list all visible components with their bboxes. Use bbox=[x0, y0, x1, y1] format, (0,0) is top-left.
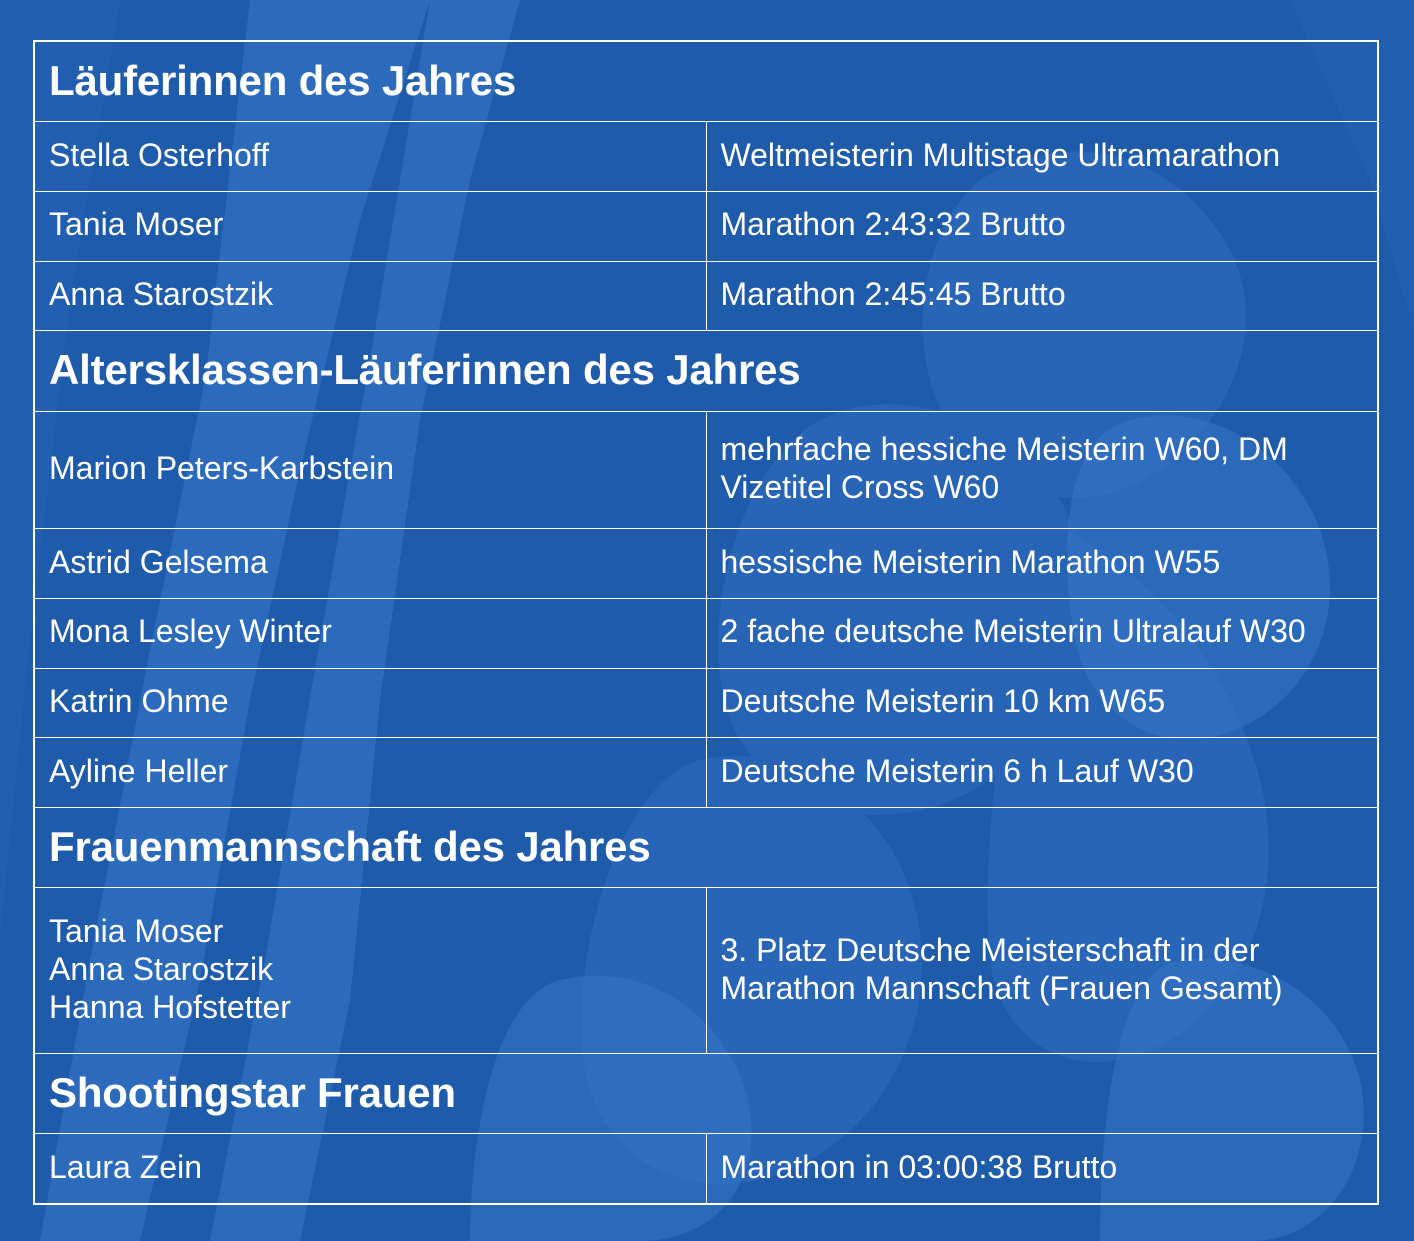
section-title: Läuferinnen des Jahres bbox=[49, 56, 517, 104]
award-name: Tania Moser bbox=[49, 206, 224, 243]
table-row bbox=[35, 738, 1377, 808]
award-name: Ayline Heller bbox=[49, 752, 229, 789]
table-row bbox=[35, 191, 1377, 261]
award-description: hessische Meisterin Marathon W55 bbox=[720, 543, 1221, 580]
table-row bbox=[35, 1134, 1377, 1203]
section-header-row bbox=[35, 331, 1377, 411]
award-description: Marathon 2:43:32 Brutto bbox=[720, 206, 1066, 243]
table-row bbox=[35, 261, 1377, 331]
award-name: Katrin Ohme bbox=[49, 683, 229, 720]
section-header-row bbox=[35, 42, 1377, 122]
award-description: Marathon 2:45:45 Brutto bbox=[720, 276, 1066, 313]
award-name: Astrid Gelsema bbox=[49, 543, 268, 580]
award-description: 3. Platz Deutsche Meisterschaft in der Marathon Mannschaft (Frauen Gesamt) bbox=[720, 931, 1283, 1006]
award-description: Marathon in 03:00:38 Brutto bbox=[720, 1148, 1118, 1185]
table-row bbox=[35, 122, 1377, 192]
awards-table-panel bbox=[33, 40, 1379, 1205]
table-row bbox=[35, 529, 1377, 599]
award-name: Laura Zein bbox=[49, 1148, 202, 1185]
award-name: Mona Lesley Winter bbox=[49, 613, 332, 650]
section-title: Frauenmannschaft des Jahres bbox=[49, 822, 651, 870]
award-description: Deutsche Meisterin 10 km W65 bbox=[720, 683, 1166, 720]
award-name: Anna Starostzik bbox=[49, 276, 274, 313]
award-description: 2 fache deutsche Meisterin Ultralauf W30 bbox=[720, 613, 1306, 650]
award-name: Marion Peters-Karbstein bbox=[49, 450, 395, 487]
awards-table bbox=[35, 42, 1377, 1203]
section-title: Shootingstar Frauen bbox=[49, 1068, 456, 1116]
table-row bbox=[35, 668, 1377, 738]
award-description: Deutsche Meisterin 6 h Lauf W30 bbox=[720, 752, 1194, 789]
table-row bbox=[35, 411, 1377, 529]
section-header-row bbox=[35, 1054, 1377, 1134]
section-header-row bbox=[35, 808, 1377, 888]
award-description: mehrfache hessiche Meisterin W60, DM Vizetitel Cross W60 bbox=[720, 431, 1288, 505]
table-row bbox=[35, 888, 1377, 1054]
section-title: Altersklassen-Läuferinnen des Jahres bbox=[49, 345, 801, 393]
award-name: Tania Moser Anna Starostzik Hanna Hofstetter bbox=[49, 913, 291, 1025]
award-description: Weltmeisterin Multistage Ultramarathon bbox=[720, 136, 1281, 173]
award-name: Stella Osterhoff bbox=[49, 136, 269, 173]
table-row bbox=[35, 598, 1377, 668]
